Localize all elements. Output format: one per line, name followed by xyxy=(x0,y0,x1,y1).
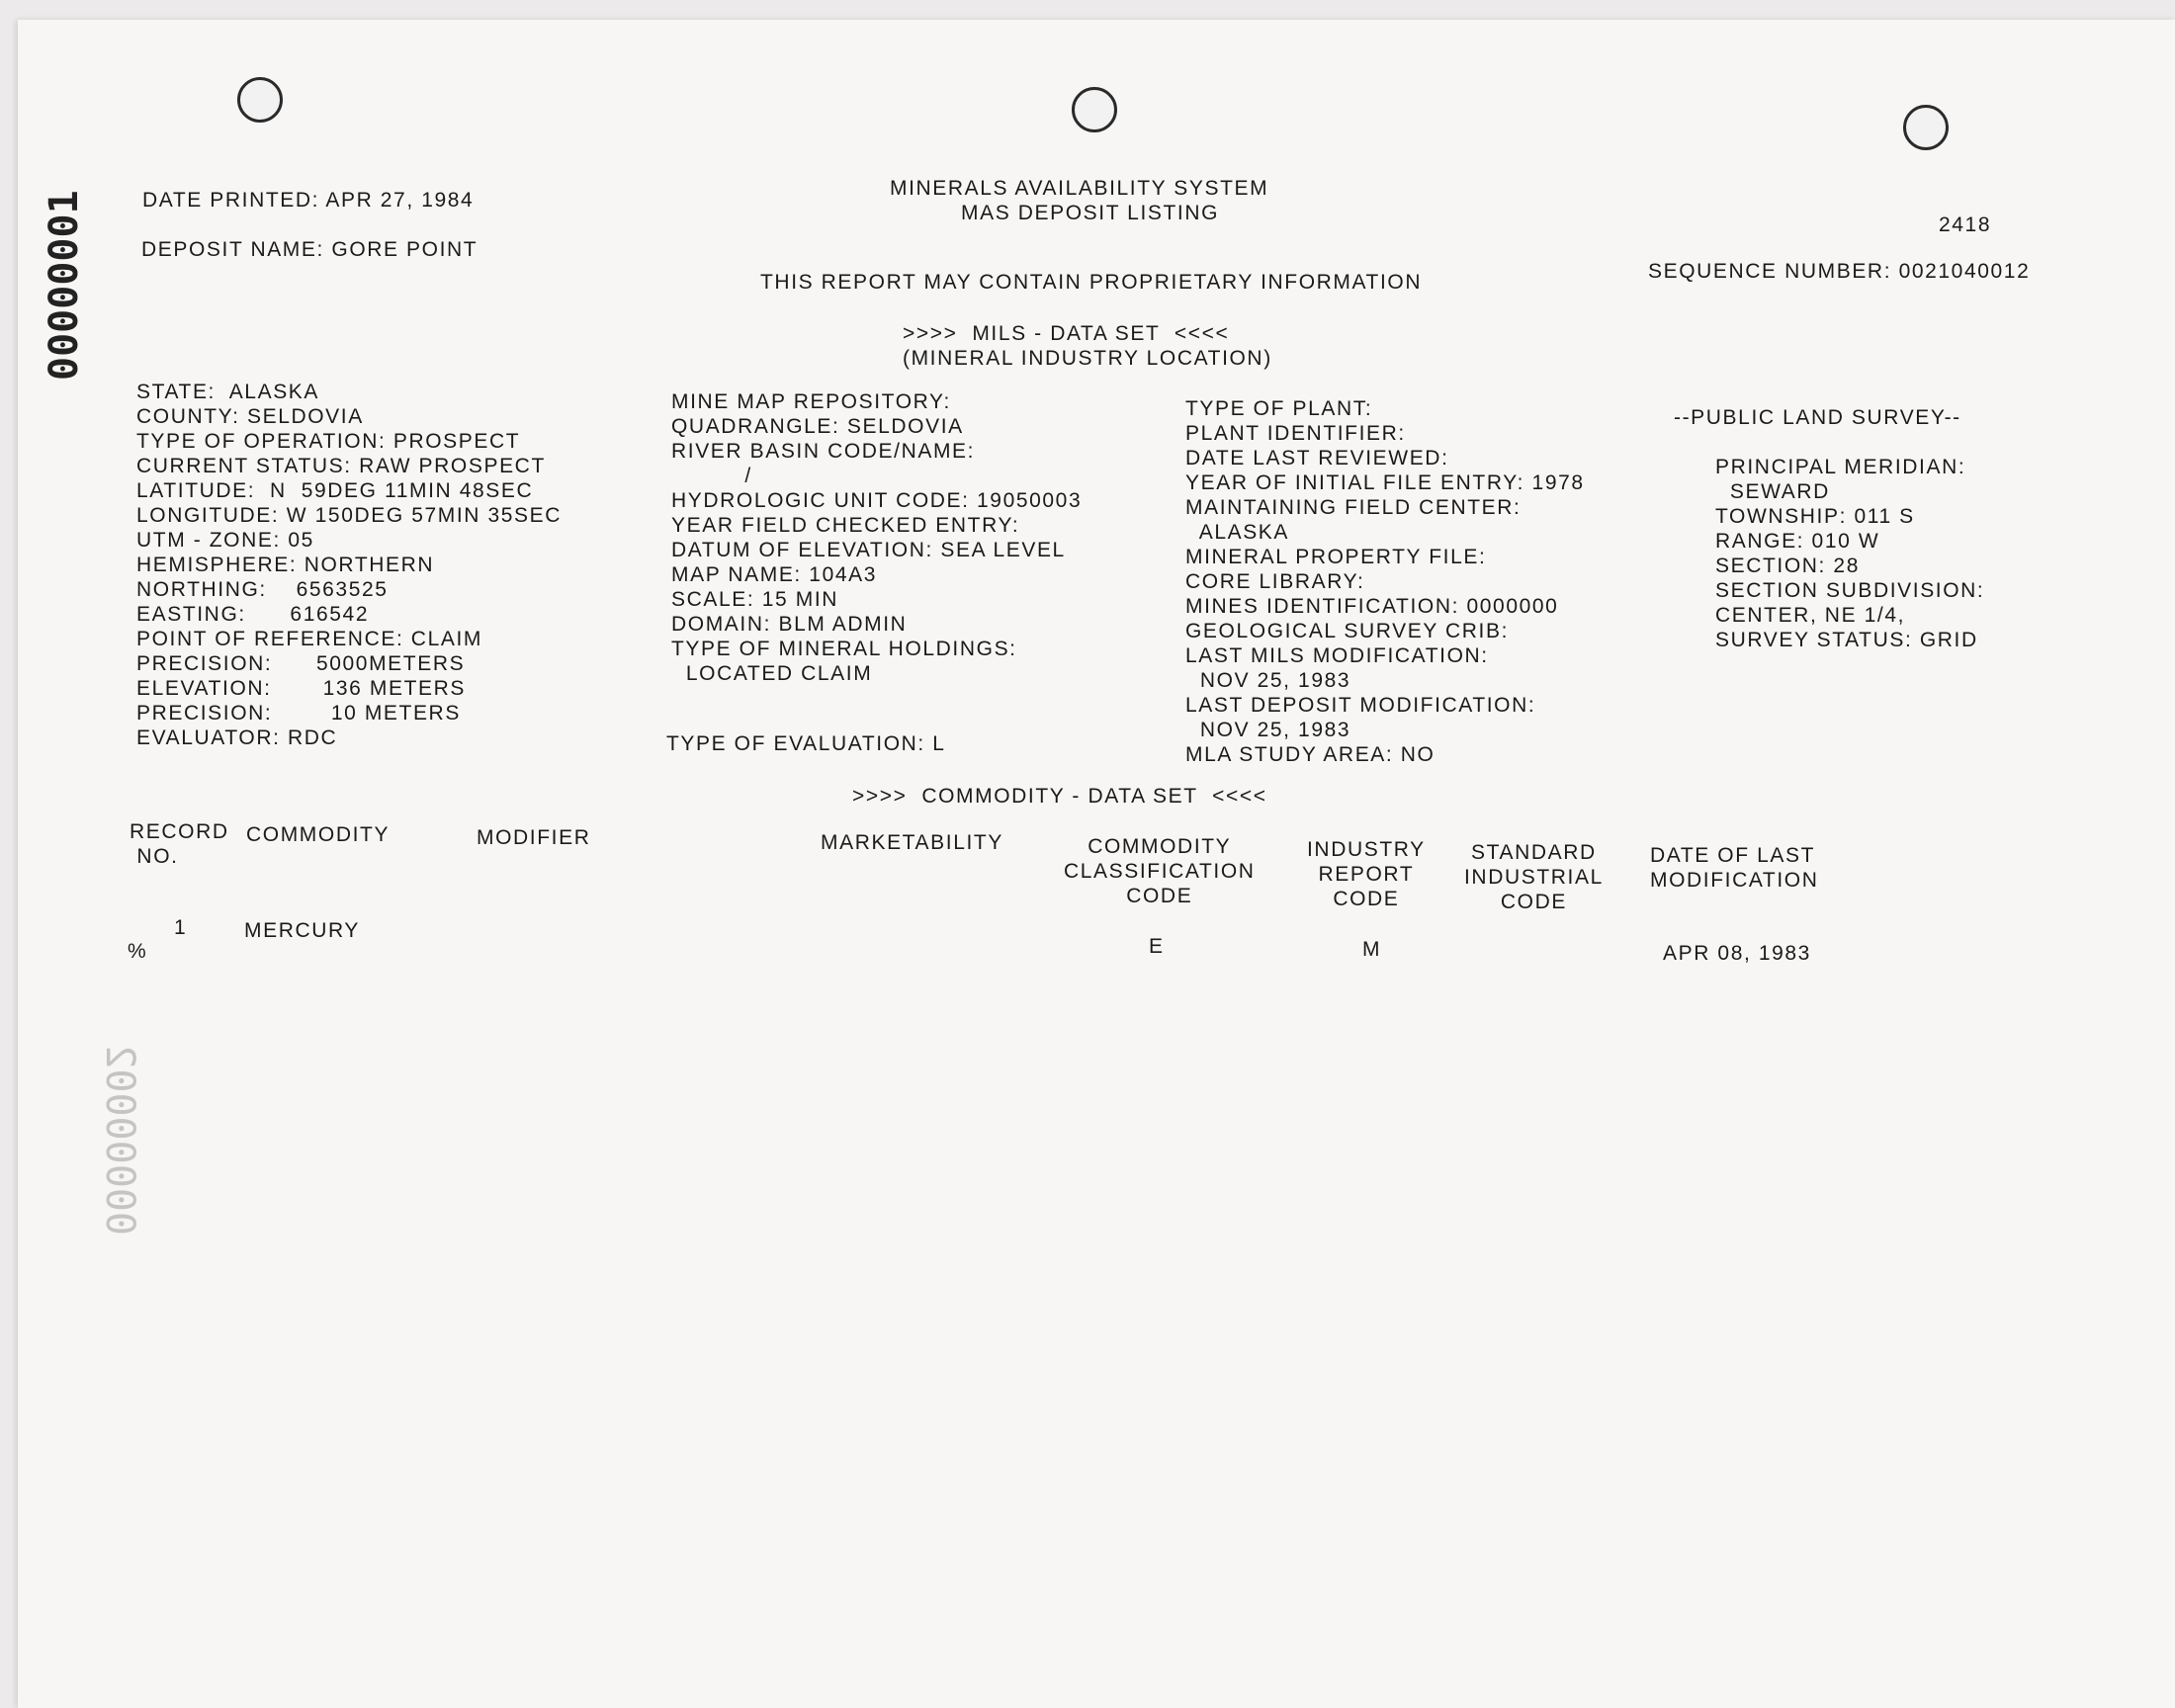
mils-subheading: (MINERAL INDUSTRY LOCATION) xyxy=(903,347,1272,370)
row-date-last-modification: APR 08, 1983 xyxy=(1663,942,1811,965)
field-core-library: CORE LIBRARY: xyxy=(1185,570,1365,593)
field-northing: NORTHING: 6563525 xyxy=(136,578,389,601)
col-modifier: MODIFIER xyxy=(477,826,591,849)
frame-stamp-faint: 00000002 xyxy=(97,1045,142,1236)
field-type-of-evaluation: TYPE OF EVALUATION: L xyxy=(666,732,946,755)
field-latitude: LATITUDE: N 59DEG 11MIN 48SEC xyxy=(136,479,534,502)
field-section: SECTION: 28 xyxy=(1715,555,1860,577)
commodity-heading: >>>> COMMODITY - DATA SET <<<< xyxy=(852,785,1267,808)
field-mineral-property-file: MINERAL PROPERTY FILE: xyxy=(1185,546,1487,568)
field-range: RANGE: 010 W xyxy=(1715,530,1880,553)
listing-title: MAS DEPOSIT LISTING xyxy=(961,202,1220,224)
row-marker: % xyxy=(128,940,148,963)
field-survey-status: SURVEY STATUS: GRID xyxy=(1715,629,1978,651)
field-river-basin-value: / xyxy=(671,465,752,487)
field-utm-zone: UTM - ZONE: 05 xyxy=(136,529,314,552)
field-last-mils-modification: LAST MILS MODIFICATION: xyxy=(1185,644,1489,667)
col-standard-industrial-code: STANDARD INDUSTRIAL CODE xyxy=(1464,841,1604,913)
field-maintaining-center-value: ALASKA xyxy=(1185,521,1290,544)
field-scale: SCALE: 15 MIN xyxy=(671,588,839,611)
field-precision: PRECISION: 5000METERS xyxy=(136,652,466,675)
field-meridian-value: SEWARD xyxy=(1715,480,1830,503)
field-datum-of-elevation: DATUM OF ELEVATION: SEA LEVEL xyxy=(671,539,1066,561)
field-year-initial-entry: YEAR OF INITIAL FILE ENTRY: 1978 xyxy=(1185,471,1585,494)
row-commodity: MERCURY xyxy=(244,919,360,942)
date-printed: DATE PRINTED: APR 27, 1984 xyxy=(142,189,475,212)
proprietary-notice: THIS REPORT MAY CONTAIN PROPRIETARY INFORMATION xyxy=(760,271,1423,294)
field-township: TOWNSHIP: 011 S xyxy=(1715,505,1915,528)
field-last-mils-date: NOV 25, 1983 xyxy=(1185,669,1351,692)
page-number: 2418 xyxy=(1939,214,1992,236)
field-mla-study-area: MLA STUDY AREA: NO xyxy=(1185,743,1436,766)
field-mines-identification: MINES IDENTIFICATION: 0000000 xyxy=(1185,595,1559,618)
field-subdivision-value: CENTER, NE 1/4, xyxy=(1715,604,1906,627)
plant-column xyxy=(1185,396,1585,767)
mils-heading: >>>> MILS - DATA SET <<<< xyxy=(903,322,1230,345)
field-longitude: LONGITUDE: W 150DEG 57MIN 35SEC xyxy=(136,504,563,527)
map-column xyxy=(671,389,1082,686)
field-year-field-checked: YEAR FIELD CHECKED ENTRY: xyxy=(671,514,1020,537)
public-land-survey-heading: --PUBLIC LAND SURVEY-- xyxy=(1674,406,1961,429)
field-river-basin: RIVER BASIN CODE/NAME: xyxy=(671,440,976,463)
row-classification-code: E xyxy=(1149,935,1165,958)
field-geological-survey-crib: GEOLOGICAL SURVEY CRIB: xyxy=(1185,620,1510,642)
field-last-deposit-date: NOV 25, 1983 xyxy=(1185,719,1351,741)
deposit-name: DEPOSIT NAME: GORE POINT xyxy=(141,238,478,261)
col-date-last-modification: DATE OF LAST MODIFICATION xyxy=(1650,844,1819,892)
field-type-of-operation: TYPE OF OPERATION: PROSPECT xyxy=(136,430,521,453)
field-holdings-value: LOCATED CLAIM xyxy=(671,662,873,685)
sequence-number: SEQUENCE NUMBER: 0021040012 xyxy=(1648,260,2031,283)
col-record-no: RECORD NO. xyxy=(130,820,229,868)
field-state: STATE: ALASKA xyxy=(136,381,320,403)
field-last-deposit-modification: LAST DEPOSIT MODIFICATION: xyxy=(1185,694,1536,717)
field-evaluator: EVALUATOR: RDC xyxy=(136,726,338,749)
field-elevation: ELEVATION: 136 METERS xyxy=(136,677,467,700)
field-domain: DOMAIN: BLM ADMIN xyxy=(671,613,908,636)
field-type-of-holdings: TYPE OF MINERAL HOLDINGS: xyxy=(671,638,1017,660)
field-hemisphere: HEMISPHERE: NORTHERN xyxy=(136,554,435,576)
field-mine-map-repository: MINE MAP REPOSITORY: xyxy=(671,390,951,413)
public-land-survey xyxy=(1715,455,1984,652)
col-industry-report-code: INDUSTRY REPORT CODE xyxy=(1307,838,1426,910)
col-classification-code: COMMODITY CLASSIFICATION CODE xyxy=(1064,835,1256,907)
location-column xyxy=(136,380,562,750)
field-plant-identifier: PLANT IDENTIFIER: xyxy=(1185,422,1406,445)
punch-hole-center xyxy=(1072,87,1117,132)
field-current-status: CURRENT STATUS: RAW PROSPECT xyxy=(136,455,546,477)
field-type-of-plant: TYPE OF PLANT: xyxy=(1185,397,1373,420)
field-quadrangle: QUADRANGLE: SELDOVIA xyxy=(671,415,964,438)
field-principal-meridian: PRINCIPAL MERIDIAN: xyxy=(1715,456,1966,478)
col-commodity: COMMODITY xyxy=(246,823,391,846)
field-county: COUNTY: SELDOVIA xyxy=(136,405,364,428)
row-record-no: 1 xyxy=(174,916,188,939)
punch-hole-left xyxy=(237,77,283,123)
field-maintaining-center: MAINTAINING FIELD CENTER: xyxy=(1185,496,1522,519)
frame-stamp: 00000001 xyxy=(42,190,87,381)
field-hydrologic-unit: HYDROLOGIC UNIT CODE: 19050003 xyxy=(671,489,1083,512)
field-map-name: MAP NAME: 104A3 xyxy=(671,563,878,586)
field-date-last-reviewed: DATE LAST REVIEWED: xyxy=(1185,447,1449,470)
field-point-of-reference: POINT OF REFERENCE: CLAIM xyxy=(136,628,482,650)
field-section-subdivision: SECTION SUBDIVISION: xyxy=(1715,579,1985,602)
field-easting: EASTING: 616542 xyxy=(136,603,370,626)
col-marketability: MARKETABILITY xyxy=(821,831,1003,854)
punch-hole-right xyxy=(1903,105,1949,150)
field-elevation-precision: PRECISION: 10 METERS xyxy=(136,702,461,725)
system-title: MINERALS AVAILABILITY SYSTEM xyxy=(890,177,1269,200)
row-industry-report-code: M xyxy=(1362,938,1382,961)
